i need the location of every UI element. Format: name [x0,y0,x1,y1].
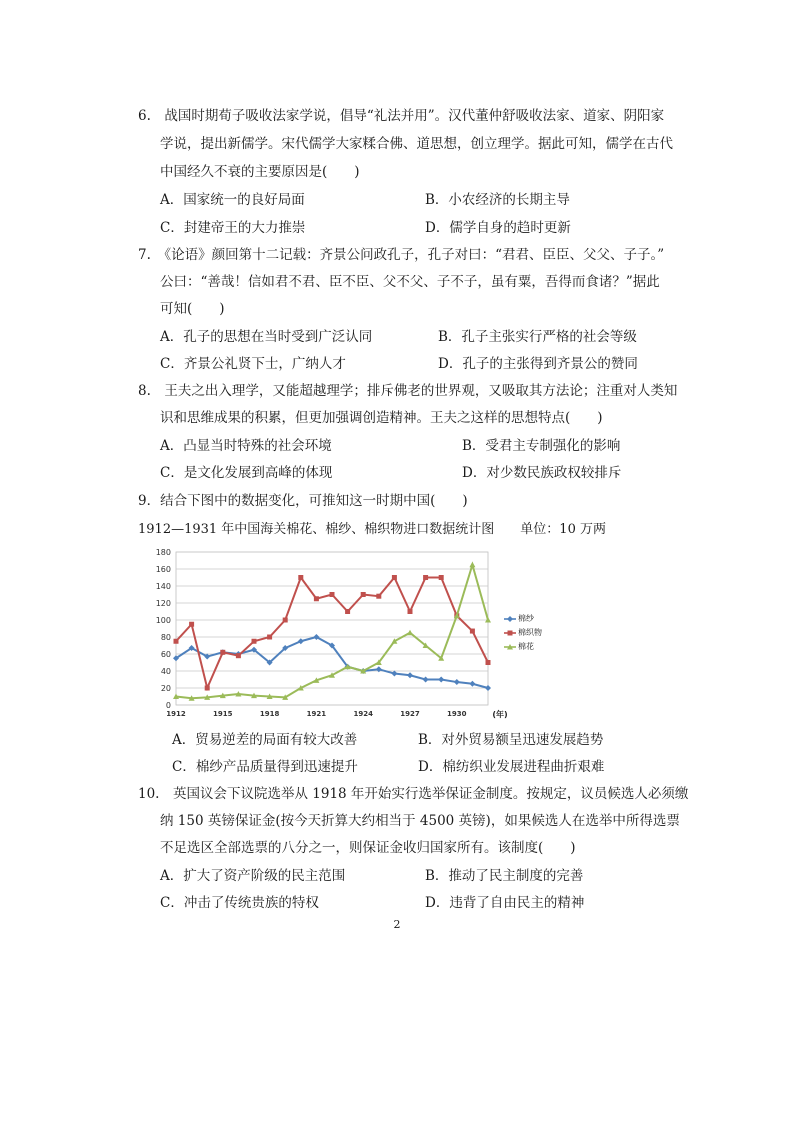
data-point [189,622,194,627]
x-tick-label: 1930 [447,710,467,718]
question-6-option-d[interactable]: D．儒学自身的趋时更新 [425,220,571,236]
data-point [376,594,381,599]
chart-legend [504,616,516,650]
question-10-option-c[interactable]: C．冲击了传统贵族的特权 [160,895,319,911]
data-point [486,660,491,665]
question-7-option-a[interactable]: A．孔子的思想在当时受到广泛认同 [160,329,373,345]
data-point [283,618,288,623]
data-point [508,631,513,636]
question-7-option-b[interactable]: B．孔子主张实行严格的社会等级 [438,329,637,345]
question-6-line-3: 中国经久不衰的主要原因是( ) [160,164,360,180]
data-point [391,671,397,677]
data-point [330,592,335,597]
x-tick-label: 1918 [259,710,280,718]
x-tick-label: 1915 [213,710,233,718]
y-tick-label: 180 [155,548,171,557]
y-tick-label: 0 [165,701,171,710]
data-point [423,575,428,580]
question-10-option-b[interactable]: B．推动了民主制度的完善 [425,868,584,884]
question-9-line-1: 9．结合下图中的数据变化，可推知这一时期中国( ) [138,493,468,509]
question-6-option-b[interactable]: B．小农经济的长期主导 [425,192,570,208]
x-tick-label: 1912 [166,710,186,718]
x-tick-label: 1927 [400,710,420,718]
data-point [408,609,413,614]
data-point [252,639,257,644]
chart-svg [138,540,518,725]
question-7-line-1: 7. 《论语》颜回第十二记载：齐景公问政孔子，孔子对曰：“君君、臣臣、父父、子子。” [138,247,665,263]
x-tick-label: 1921 [306,710,327,718]
data-point [407,630,413,636]
question-9-option-a[interactable]: A．贸易逆差的局面有较大改善 [172,732,358,748]
data-point [345,609,350,614]
x-tick-label: 1924 [353,710,373,718]
data-point [470,629,475,634]
chart-series [173,562,491,701]
data-point [174,639,179,644]
data-point [438,677,444,683]
question-7-option-d[interactable]: D．孔子的主张得到齐景公的赞同 [438,356,638,372]
legend-label-cotton-fabric: 棉织物 [518,628,542,637]
question-8-option-b[interactable]: B．受君主专制强化的影响 [462,438,621,454]
data-point [485,685,491,691]
question-8-option-a[interactable]: A．凸显当时特殊的社会环境 [160,438,332,454]
chart-axes [156,548,508,719]
y-tick-label: 140 [155,582,171,591]
question-7-line-3: 可知( ) [160,301,225,317]
question-10-option-a[interactable]: A．扩大了资产阶级的民主范围 [160,868,346,884]
data-point [220,650,225,655]
data-point [392,575,397,580]
question-6-option-c[interactable]: C．封建帝王的大力推崇 [160,220,306,236]
data-point [469,562,475,568]
question-9-option-d[interactable]: D．棉纺织业发展进程曲折艰难 [418,759,605,775]
cotton-import-chart [138,540,518,729]
question-8-line-1: 8. 王夫之出入理学，又能超越理学；排斥佛老的世界观，又吸取其方法论；注重对人类知 [138,383,678,399]
question-10-line-3: 不足选区全部选票的八分之一，则保证金收归国家所有。该制度( ) [160,840,576,856]
y-tick-label: 100 [155,616,171,625]
y-tick-label: 40 [160,667,171,676]
data-point [439,575,444,580]
question-6-line-2: 学说，提出新儒学。宋代儒学大家糅合佛、道思想，创立理学。据此可知，儒学在古代 [160,136,673,152]
y-tick-label: 80 [160,633,171,642]
data-point [454,679,460,685]
page-number: 2 [393,918,401,931]
data-point [469,681,475,687]
data-point [267,635,272,640]
question-8-option-c[interactable]: C．是文化发展到高峰的体现 [160,465,333,481]
data-point [205,686,210,691]
question-8-line-2: 识和思维成果的积累，但更加强调创造精神。王夫之这样的思想特点( ) [160,410,603,426]
question-10-option-d[interactable]: D．违背了自由民主的精神 [425,895,585,911]
data-point [361,592,366,597]
question-6-option-a[interactable]: A．国家统一的良好局面 [160,192,305,208]
data-point [298,638,304,644]
data-point [314,596,319,601]
question-9-option-c[interactable]: C．棉纱产品质量得到迅速提升 [172,759,358,775]
data-point [298,575,303,580]
y-tick-label: 60 [160,650,171,659]
question-7-option-c[interactable]: C．齐景公礼贤下士，广纳人才 [160,356,346,372]
legend-label-cotton-yarn: 棉纱 [518,614,534,623]
data-point [423,677,429,683]
y-tick-label: 160 [155,565,171,574]
question-7-line-2: 公曰：“善哉！信如君不君、臣不臣、父不父、子不子，虽有粟，吾得而食诸？”据此 [160,274,660,290]
question-10-line-2: 纳 150 英镑保证金(按今天折算大约相当于 4500 英镑)，如果候选人在选举中所得选票 [160,813,680,829]
question-8-option-d[interactable]: D．对少数民族政权较排斥 [462,465,622,481]
data-point [236,653,241,658]
question-6-line-1: 6. 战国时期荀子吸收法家学说，倡导“礼法并用”。汉代董仲舒吸收法家、道家、阴阳家 [138,108,665,124]
x-axis-label: (年) [492,710,508,719]
data-point [407,672,413,678]
y-tick-label: 120 [155,599,171,608]
y-tick-label: 20 [160,684,171,693]
chart-title: 1912—1931 年中国海关棉花、棉纱、棉织物进口数据统计图 单位：10 万两 [138,522,606,537]
chart-legend-labels [518,612,542,654]
question-9-option-b[interactable]: B．对外贸易额呈迅速发展趋势 [418,732,604,748]
question-10-line-1: 10. 英国议会下议院选举从 1918 年开始实行选举保证金制度。按规定，议员候选人必须缴 [138,786,689,802]
data-point [507,616,513,622]
legend-label-raw-cotton: 棉花 [518,642,534,651]
